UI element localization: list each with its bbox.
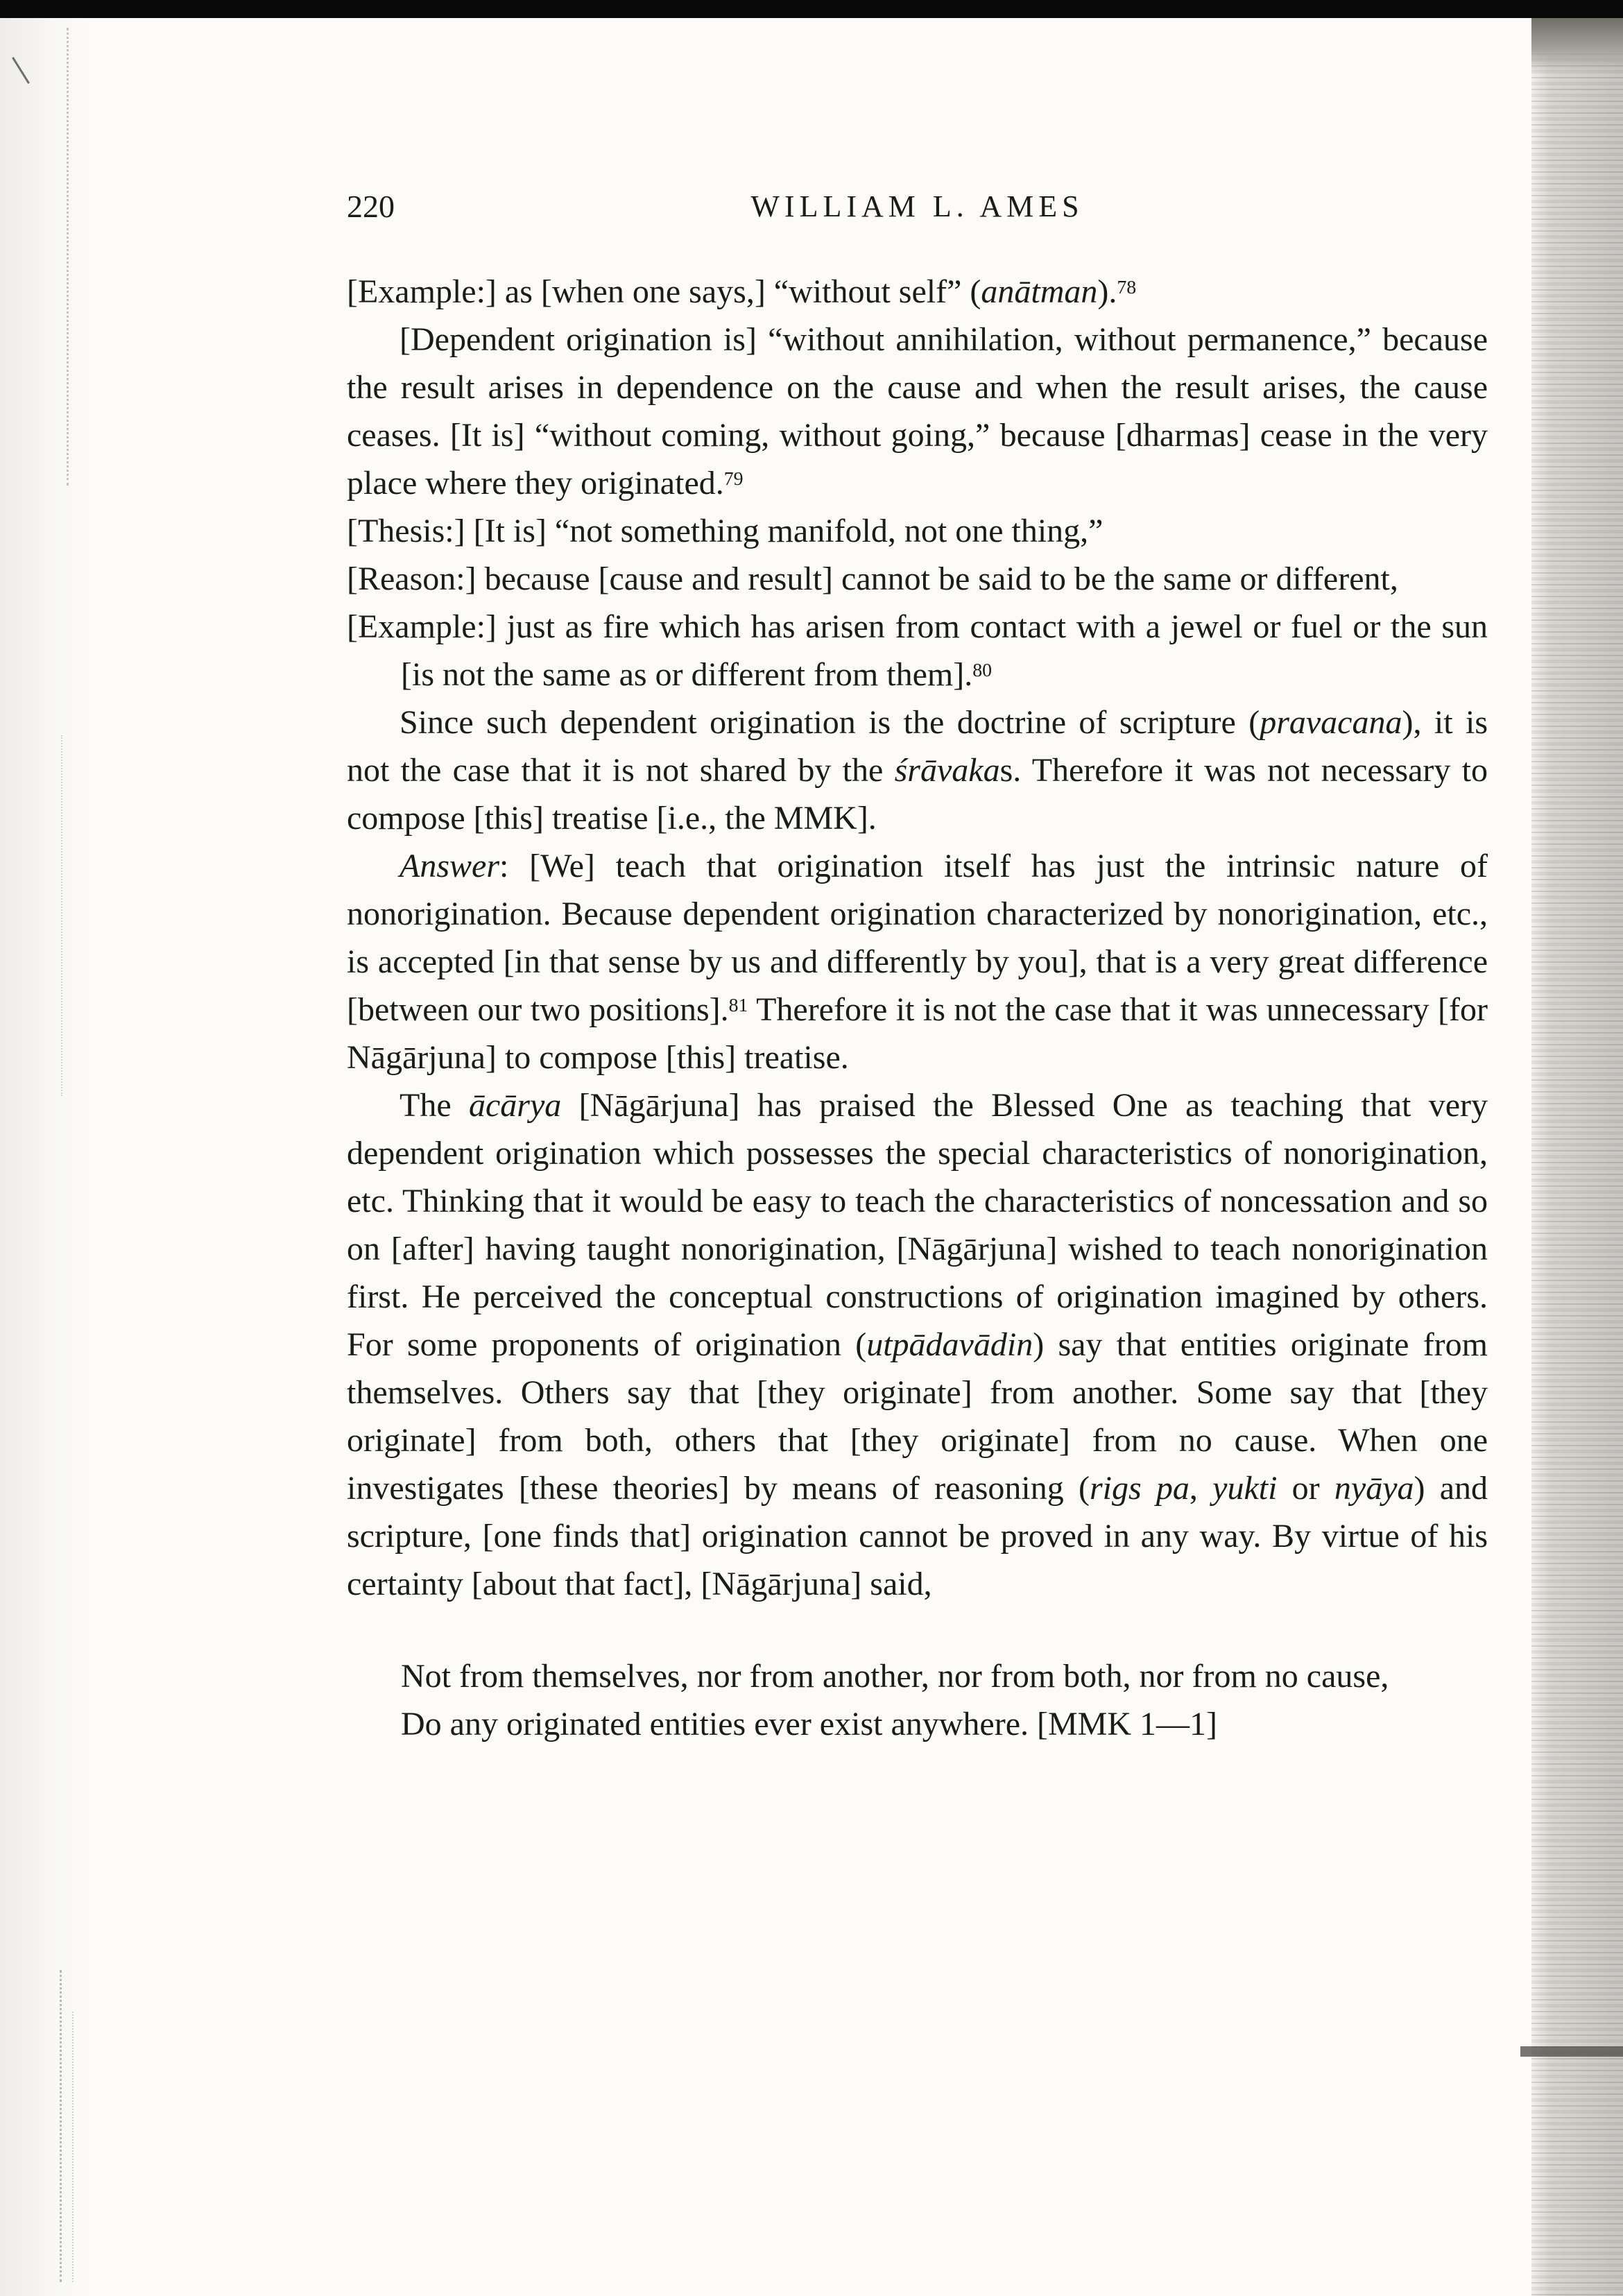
page-number: 220 [347,189,395,224]
paragraph: [Reason:] because [cause and result] cannot be said to be the same or different, [347,560,1398,597]
running-head: WILLIAM L. AMES [750,189,1084,223]
paragraph: [Dependent origination is] “without annihilation, without permanence,” because the result arises in dependence on the cause and when the result arises, the cause ceases. [It is] “without coming, without going,” because [dharmas] cease in the very place where they originated.$^{79}$ [347,321,1488,502]
scan-artifact-page-edge [1531,18,1623,2296]
scan-artifact-top-bar [0,0,1623,18]
verse-paragraph: Do any originated entities ever exist anywhere. [MMK 1—1] [401,1706,1218,1742]
paragraph: [Thesis:] [It is] “not something manifold, not one thing,” [347,513,1104,549]
paragraph: [Example:] just as fire which has arisen from contact with a jewel or fuel or the sun [is not the same as or different from them].$^{80}$ [347,608,1488,693]
scan-artifact-binding-shade [0,18,90,2296]
paragraph: Answer: [We] teach that origination itself has just the intrinsic nature of nonorigination. Because dependent origination characterized by nonorigination, etc., is accepted [in that sense by us and differently by you], that is a very great difference [between our two positions].$^{81}$ Therefore it is not the case that it was unnecessary [for Nāgārjuna] to compose [this] treatise. [347,848,1488,1076]
page-body [347,268,1488,1748]
verse-paragraph: Not from themselves, nor from another, nor from both, nor from no cause, [401,1658,1389,1695]
paragraph: The ācārya [Nāgārjuna] has praised the Blessed One as teaching that very dependent origination which possesses the special characteristics of nonorigination, etc. Thinking that it would be easy to teach the characteristics of noncessation and so on [after] having taught nonorigination, [Nāgārjuna] wished to teach nonorigination first. He perceived the conceptual constructions of origination imagined by others. For some proponents of origination (utpādavādin) say that entities originate from themselves. Others say that [they originate] from another. Some say that [they originate] from both, others that [they originate] from no cause. When one investigates [these theories] by means of reasoning (rigs pa, yukti or nyāya) and scripture, [one finds that] origination cannot be proved in any way. By virtue of his certainty [about that fact], [Nāgārjuna] said, [347,1087,1488,1602]
paragraph: Since such dependent origination is the doctrine of scripture (pravacana), it is not the case that it is not shared by the śrāvakas. Therefore it was not necessary to compose [this] treatise [i.e., the MMK]. [347,704,1488,837]
page-header [347,186,1488,228]
paragraph: [Example:] as [when one says,] “without self” (anātman).$^{78}$ [347,273,1137,310]
